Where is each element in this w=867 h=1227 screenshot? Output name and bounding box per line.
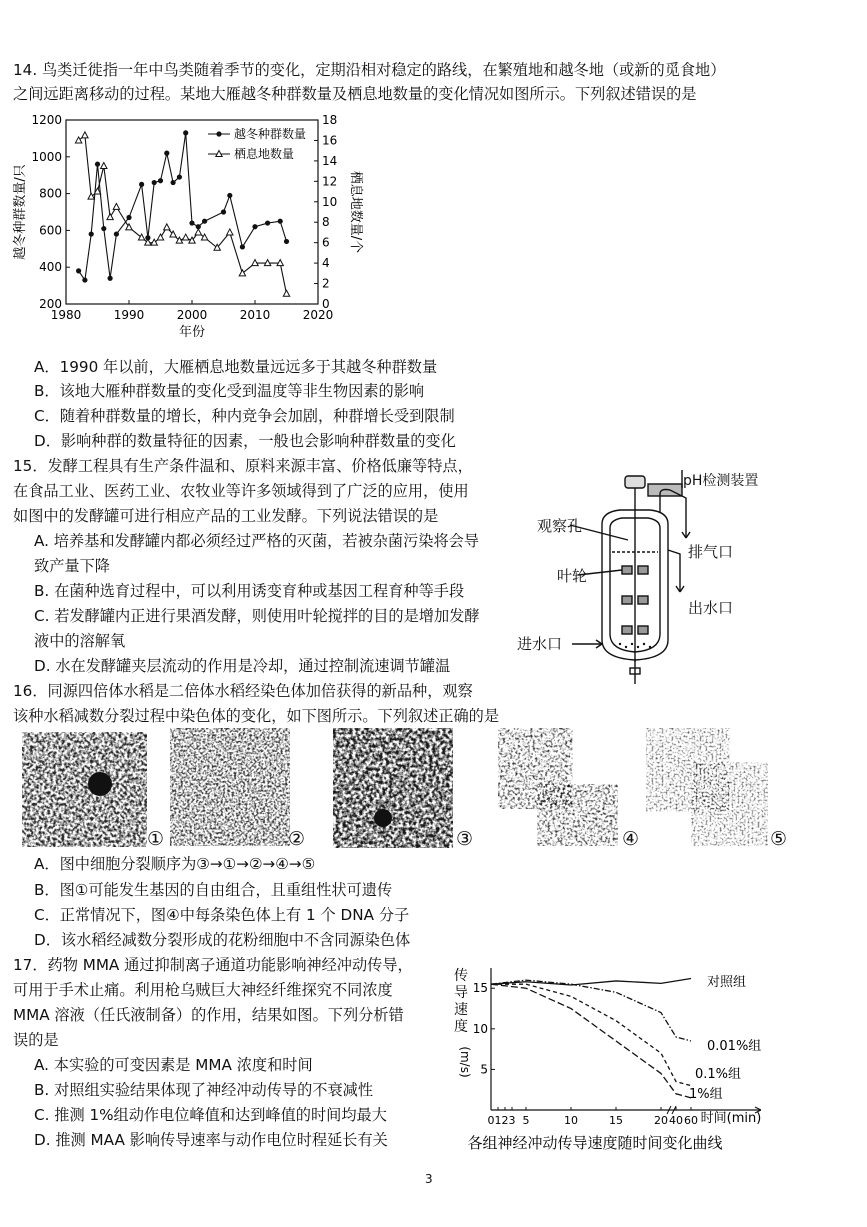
page-number: 3 — [425, 1172, 433, 1186]
population-point — [152, 180, 157, 185]
population-point — [82, 277, 87, 282]
meiosis-cell-image-3 — [333, 728, 453, 848]
conduction-speed-chart — [445, 962, 795, 1162]
x-tick-label: 15 — [609, 1114, 623, 1127]
population-point — [278, 219, 283, 224]
svg-text:传: 传 — [454, 968, 468, 984]
svg-text:度: 度 — [454, 1019, 468, 1035]
fermenter-label-outlet: 出水口 — [688, 599, 734, 617]
population-point — [221, 209, 226, 214]
svg-text:(m/s): (m/s) — [458, 1046, 472, 1078]
y-right-tick-label: 16 — [322, 133, 338, 148]
q14-option-a: A．1990 年以前，大雁栖息地数量远远多于其越冬种群数量 — [34, 358, 438, 376]
y-right-tick-label: 14 — [322, 153, 338, 168]
x-tick-label: 40 — [669, 1114, 683, 1127]
y-right-tick-label: 12 — [322, 174, 338, 189]
y-right-tick-label: 8 — [322, 215, 330, 230]
y-tick-label: 200 — [39, 297, 62, 311]
fermenter-label-window: 观察孔 — [537, 517, 583, 535]
population-point — [177, 174, 182, 179]
habitat-point — [82, 132, 88, 138]
population-point — [265, 220, 270, 225]
population-point — [164, 151, 169, 156]
x-tick-label: 1 — [494, 1114, 502, 1127]
population-point — [202, 219, 207, 224]
q17-option-b: B. 对照组实验结果体现了神经冲动传导的不衰减性 — [34, 1081, 374, 1099]
chart-title: 各组神经冲动传导速度随时间变化曲线 — [467, 1134, 723, 1152]
q16-stem-line1: 16．同源四倍体水稻是二倍体水稻经染色体加倍获得的新品种，观察 — [13, 682, 473, 700]
q15-option-c-cont: 液中的溶解氧 — [34, 632, 126, 650]
x-tick-label: 2000 — [176, 308, 208, 322]
q17-stem-line4: 误的是 — [13, 1031, 59, 1049]
x-tick-label: 10 — [564, 1114, 578, 1127]
habitat-point — [227, 229, 233, 235]
q14-option-d: D．影响种群的数量特征的因素，一般也会影响种群数量的变化 — [34, 432, 456, 450]
habitat-point — [239, 270, 245, 276]
x-tick-label: 60 — [684, 1114, 698, 1127]
y-right-tick-label: 2 — [322, 276, 330, 291]
fermenter-label-ph: pH检测装置 — [683, 473, 759, 489]
population-point — [227, 193, 232, 198]
y-tick-label: 600 — [39, 223, 62, 238]
q14-stem-line1: 14. 鸟类迁徙指一年中鸟类随着季节的变化，定期沿相对稳定的路线，在繁殖地和越冬地（或新的觅食地） — [13, 61, 726, 79]
meiosis-cell-image-5 — [646, 728, 768, 846]
q15-option-a-cont: 致产量下降 — [34, 557, 110, 575]
x-axis-label: 年份 — [178, 325, 206, 340]
habitat-point — [283, 290, 289, 296]
q15-option-d: D. 水在发酵罐夹层流动的作用是冷却，通过控制流速调节罐温 — [34, 657, 451, 675]
y-tick-label: 1200 — [31, 113, 62, 127]
x-tick-label: 1980 — [50, 308, 82, 322]
q14-option-c: C．随着种群数量的增长，种内竞争会加剧，种群增长受到限制 — [34, 407, 455, 425]
q15-option-a: A. 培养基和发酵罐内都必须经过严格的灭菌，若被杂菌污染将会导 — [34, 532, 480, 550]
q17-option-c: C. 推测 1%组动作电位峰值和达到峰值的时间均最大 — [34, 1106, 387, 1124]
habitat-point — [75, 137, 81, 143]
x-tick-label: 2 — [501, 1114, 509, 1127]
habitat-point — [88, 193, 94, 199]
cell-label-5: ⑤ — [770, 828, 788, 850]
svg-text:导: 导 — [454, 985, 468, 1001]
legend-label-1: 栖息地数量 — [234, 147, 295, 161]
cell-label-1: ① — [147, 828, 165, 850]
x-tick-label: 5 — [522, 1114, 530, 1127]
q17-stem-line3: MMA 溶液（任氏液制备）的作用，结果如图。下列分析错 — [13, 1006, 404, 1024]
series-label-0: 对照组 — [707, 975, 747, 990]
habitat-point — [183, 234, 189, 240]
fermenter-label-exhaust: 排气口 — [688, 543, 734, 561]
x-tick-label: 2010 — [239, 308, 271, 322]
q15-stem-line1: 15．发酵工程具有生产条件温和、原料来源丰富、价格低廉等特点， — [13, 457, 473, 475]
q15-option-c: C. 若发酵罐内正进行果酒发酵，则使用叶轮搅拌的目的是增加发酵 — [34, 607, 480, 625]
cell-label-3: ③ — [456, 828, 474, 850]
population-point — [240, 244, 245, 249]
y-tick-label: 10 — [472, 1021, 488, 1036]
y-right-tick-label: 0 — [322, 297, 330, 311]
q15-option-b: B. 在菌种选育过程中，可以利用诱变育种或基因工程育种等手段 — [34, 582, 465, 600]
population-point — [114, 231, 119, 236]
series-line-2 — [491, 984, 691, 1085]
habitat-point — [201, 234, 207, 240]
population-point — [126, 215, 131, 220]
meiosis-cell-image-4 — [498, 728, 618, 846]
series-label-1: 0.01%组 — [707, 1039, 762, 1054]
q15-stem-line3: 如图中的发酵罐可进行相应产品的工业发酵。下列说法错误的是 — [13, 507, 439, 525]
q14-option-b: B．该地大雁种群数量的变化受到温度等非生物因素的影响 — [34, 382, 425, 400]
population-point — [189, 220, 194, 225]
y-right-tick-label: 10 — [322, 194, 338, 209]
q15-stem-line2: 在食品工业、医药工业、农牧业等许多领域得到了广泛的应用，使用 — [13, 482, 469, 500]
goose-population-chart — [10, 108, 370, 348]
habitat-point — [101, 163, 107, 169]
meiosis-cell-image-1 — [22, 732, 147, 847]
habitat-point — [113, 203, 119, 209]
population-point — [76, 268, 81, 273]
y-right-tick-label: 6 — [322, 235, 330, 250]
q16-option-b: B．图①可能发生基因的自由组合，且重组性状可遗传 — [34, 881, 393, 899]
y-tick-label: 15 — [472, 981, 488, 996]
q16-option-a: A．图中细胞分裂顺序为③→①→②→④→⑤ — [34, 855, 316, 873]
series-label-2: 0.1%组 — [695, 1067, 742, 1082]
y-right-tick-label: 4 — [322, 256, 330, 271]
y-right-tick-label: 18 — [322, 113, 338, 127]
population-point — [252, 224, 257, 229]
population-point — [108, 276, 113, 281]
q17-option-d: D. 推测 MAA 影响传导速率与动作电位时程延长有关 — [34, 1131, 388, 1149]
fermenter-label-impeller: 叶轮 — [557, 567, 588, 585]
legend-marker-0 — [216, 131, 221, 136]
x-tick-label: 20 — [654, 1114, 668, 1127]
fermenter-label-inlet: 进水口 — [517, 635, 563, 653]
population-point — [171, 180, 176, 185]
legend-label-0: 越冬种群数量 — [234, 127, 307, 141]
population-point — [95, 162, 100, 167]
population-point — [139, 182, 144, 187]
habitat-point — [195, 229, 201, 235]
y-right-axis-label: 栖息地数量/个 — [348, 170, 363, 254]
series-line-3 — [491, 984, 691, 1098]
x-tick-label: 2020 — [302, 308, 334, 322]
q16-option-d: D．该水稻经减数分裂形成的花粉细胞中不含同源染色体 — [34, 931, 411, 949]
y-tick-label: 5 — [480, 1062, 488, 1077]
q16-stem-line2: 该种水稻减数分裂过程中染色体的变化，如下图所示。下列叙述正确的是 — [13, 707, 499, 725]
q17-stem-line2: 可用于手术止痛。利用枪乌贼巨大神经纤维探究不同浓度 — [13, 981, 393, 999]
habitat-point — [164, 224, 170, 230]
cell-label-4: ④ — [622, 828, 640, 850]
y-tick-label: 400 — [39, 260, 62, 275]
series-label-3: 1%组 — [689, 1087, 723, 1102]
y-axis-label: 越冬种群数量/只 — [13, 164, 28, 260]
series-line-1 — [491, 980, 691, 1041]
cell-label-2: ② — [288, 828, 306, 850]
habitat-point — [138, 234, 144, 240]
svg-text:速: 速 — [454, 1002, 468, 1018]
population-point — [101, 226, 106, 231]
q17-stem-line1: 17．药物 MMA 通过抑制离子通道功能影响神经冲动传导， — [13, 956, 413, 974]
population-point — [158, 178, 163, 183]
x-tick-label: 0 — [487, 1114, 495, 1127]
q16-option-c: C．正常情况下，图④中每条染色体上有 1 个 DNA 分子 — [34, 906, 410, 924]
meiosis-cell-image-2 — [170, 728, 290, 846]
y-axis-label — [454, 968, 472, 1078]
x-tick-label: 3 — [508, 1114, 516, 1127]
x-axis-label: 时间(min) — [700, 1111, 762, 1126]
population-point — [183, 130, 188, 135]
x-tick-label: 1990 — [113, 308, 145, 322]
q17-option-a: A. 本实验的可变因素是 MMA 浓度和时间 — [34, 1056, 313, 1074]
y-tick-label: 1000 — [31, 149, 62, 164]
population-point — [284, 239, 289, 244]
q14-stem-line2: 之间远距离移动的过程。某地大雁越冬种群数量及栖息地数量的变化情况如图所示。下列叙述错误的是 — [13, 85, 697, 103]
y-tick-label: 800 — [39, 186, 62, 201]
population-point — [89, 231, 94, 236]
fermenter-diagram — [510, 462, 800, 692]
